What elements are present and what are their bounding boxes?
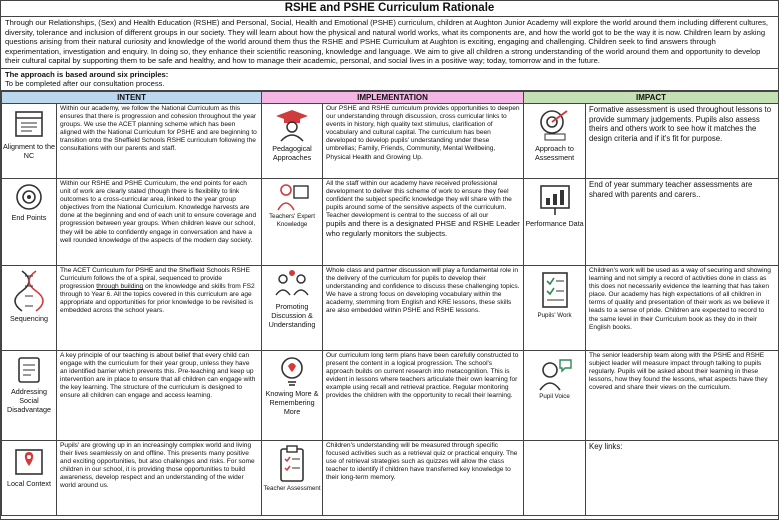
discussion-icon [272,269,312,301]
implementation-label: Promoting Discussion & Understanding [268,302,316,329]
sequencing-cell [2,266,57,351]
teacher-assessment-cell [262,441,323,516]
table-row [2,179,779,266]
teachers-cell [262,179,323,266]
assessment-cell [524,104,586,179]
impact-label: Pupils' Work [537,312,572,319]
disadvantage-cell [2,351,57,441]
pupils-work-cell [524,266,586,351]
empty-impact-cell [524,441,586,516]
rationale-table [1,91,779,516]
approach-note: To be completed after our consultation process. [5,79,165,88]
local-context-cell [2,441,57,516]
intent-text: A key principle of our teaching is about belief that every child can engage with the curriculum for their year group, unless they have an identified barrier which prevents this. Pre-teaching and keep up intervention are in place to ensure that all children can engage with the key learning. The structure of the curriculum is designed to ensure all children can engage and access learning. [57,351,262,441]
intent-label: Sequencing [10,314,48,323]
pedagogy-cell [262,104,323,179]
graduate-icon [273,107,311,143]
lightbulb-head-icon [274,354,310,388]
impact-text: Children's work will be used as a way of securing and showing learning and not simply a record of activities done in class as this does not necessarily evidence the learning that has taken place. Our academy has high expectations of all children in terms of quality and presentation of their work as we believe it leads to a sense of pride. Children are expected to record to the same level in their Curriculum book as they do in their English books. [586,266,779,351]
intent-text-b: on the knowledge and skills from FS2 through to Year 6. All the topics covered in this curriculum are age appropriate and opportunities for prior knowledge to be revisited is embedded across the school years. [60,283,255,315]
checklist-icon [537,269,573,311]
intent-label: Addressing Social Disadvantage [7,387,51,414]
key-links: Key links: [586,441,779,516]
implementation-text: Our curriculum long term plans have been carefully constructed to present the content in a logical progression. The school's approach builds on current research into metacognition. This is evident in lessons where teachers articulate their own learning for example using recall and retrieval practice. Regular monitoring provides the children with the opportunity to recall their learning. [323,351,524,441]
table-row [2,266,779,351]
implementation-label: Knowing More & Remembering More [265,389,319,416]
teacher-icon [274,182,310,212]
intent-label: Local Context [7,479,51,488]
impact-text: End of year summary teacher assessments are shared with parents and carers.. [586,179,779,266]
performance-cell [524,179,586,266]
social-icon [13,354,45,386]
approach-heading: The approach is based around six principles: [5,70,169,79]
alignment-icon [12,107,46,141]
intro-paragraph: Through our Relationships, (Sex) and Health Education (RSHE) and Personal, Social, Health and Emotional (PSHE) curriculum, children at Aughton Junior Academy will explore the world around them including different cultures, diversity, tolerance and inclusion of different groups in our society. They will learn about how the physical and natural world works, what its components are, and how the world got to be the way it is now. Children learn by asking questions arising from their natural curiosity and knowledge of the world around them thus the RSHE and PSHE Curriculum at Aughton is exciting, engaging and challenging. Children seek to find answers through experimentation, investigation and enquiry. In doing so, they enhance their scientific reasoning, knowledge and language. We aim to give all children a strong understanding of the world around them and opportunity to develop their cultural capital by supporting them to be safe and healthy, and how to manage their academic, personal, and social lives in a positive way; today, tomorrow and in the future. [1,17,778,69]
implementation-header: IMPLEMENTATION [262,92,524,104]
header-row [2,92,779,104]
clipboard-icon [276,444,308,484]
implementation-text: Children's understanding will be measured through specific focused activities such as a retrieval quiz or practical enquiry. The use of retrieval strategies such as quizzes will allow the class teacher to identify if children have transferred key knowledge to their long-term memory. [323,441,524,516]
intent-text [57,266,262,351]
implementation-text-a: All the staff within our academy have received professional development to deliver this scheme of work to ensure they feel confident the subject specific knowledge they will share with the pupils around some of the sensitive aspects of the curriculum. [326,180,512,212]
impact-label: Performance Data [525,219,584,228]
implementation-text [323,179,524,266]
impact-label: Pupil Voice [539,393,570,400]
table-row [2,351,779,441]
approach-section [1,69,778,91]
pupil-voice-cell [524,351,586,441]
dna-icon [14,269,44,313]
impact-label: Approach to Assessment [534,144,575,162]
intent-text-a: The ACET Curriculum for PSHE and the Sheffield Schools RSHE Curriculum follows the of a spiral, sequenced to provide progression [60,267,250,291]
document-title: RSHE and PSHE Curriculum Rationale [1,1,778,17]
target-icon [12,182,46,212]
intent-label: Alignment to the NC [3,142,55,160]
speech-icon [536,354,574,392]
implementation-label: Pedagogical Approaches [272,144,312,162]
knowing-more-cell [262,351,323,441]
intent-label: End Points [11,213,47,222]
table-row [2,104,779,179]
impact-text: Formative assessment is used throughout lessons to provide summary judgements. Pupils also assess theirs and others work to see how it matches the design criteria and if it's fit for purpose. [586,104,779,179]
alignment-cell [2,104,57,179]
implementation-label: Teachers' Expert Knowledge [269,213,315,228]
implementation-label: Teacher Assessment [263,485,321,492]
implementation-text-c: pupils and there is a designated PHSE and RSHE Leader who regularly monitors the subjects. [326,219,520,238]
map-location-icon [12,444,46,478]
end-points-cell [2,179,57,266]
intent-text: Within our academy, we follow the National Curriculum as this ensures that there is progression and cohesion throughout the year groups. We use the ACET planning scheme which has been aligned with the National Curriculum for PSHE and are beginning to transition onto the Sheffield Schools RSHE curriculum following the consultations with our parents and staff. [57,104,262,179]
table-row [2,441,779,516]
intent-text: Within our RSHE and PSHE Curriculum, the end points for each unit of work are clearly stated (though there is flexibility to link outcomes to a cross-curricular area, linked to the year group objectives from the National Curriculum. Knowledge harvests are done at the beginning and end of each unit to ensure coverage and progression between year groups. When children leave our school, they will be able to confidently engage in conversation and have a well rounded knowledge of the aspects of the modern day society. [57,179,262,266]
intent-header: INTENT [2,92,262,104]
presentation-chart-icon [537,182,573,218]
discussion-cell [262,266,323,351]
implementation-text: Whole class and partner discussion will play a fundamental role in the delivery of the curriculum for pupils to develop their understanding and confidence to discuss these challenging topics. We have a strong focus on developing vocabulary within the academy, stemming from English and KRE lessons, these skills are also embedded within PSHE and RSHE lessons. [323,266,524,351]
intent-text-underlined: through building [96,283,144,291]
impact-text: The senior leadership team along with the PSHE and RSHE subject leader will measure impact through talking to pupils regularly. Pupils will be asked about their learning in these lessons, how they found the lessons, what aspects have they covered and share their views on the curriculum. [586,351,779,441]
assessment-icon [537,107,573,143]
intent-text: Pupils' are growing up in an increasingly complex world and living their lives seamlessly on and offline. This presents many positive and exciting opportunities, but also challenges and risks. For some children in our school, it is providing those opportunities to build awareness, develop respect and an understanding of the wider world around us. [57,441,262,516]
impact-header: IMPACT [524,92,779,104]
implementation-text: Our PSHE and RSHE curriculum provides opportunities to deepen our understanding through discussion, cross curricular links to events in history, high quality text stimulus, clarification of vocabulary and cultural capital. The curriculum has been developed to develop pupils' understanding under these umbrellas; Family, Friends, Community, Mental Wellbeing, Physical Health and Growing Up. [323,104,524,179]
implementation-text-b: Teacher development is central to the success of all our [326,212,489,220]
